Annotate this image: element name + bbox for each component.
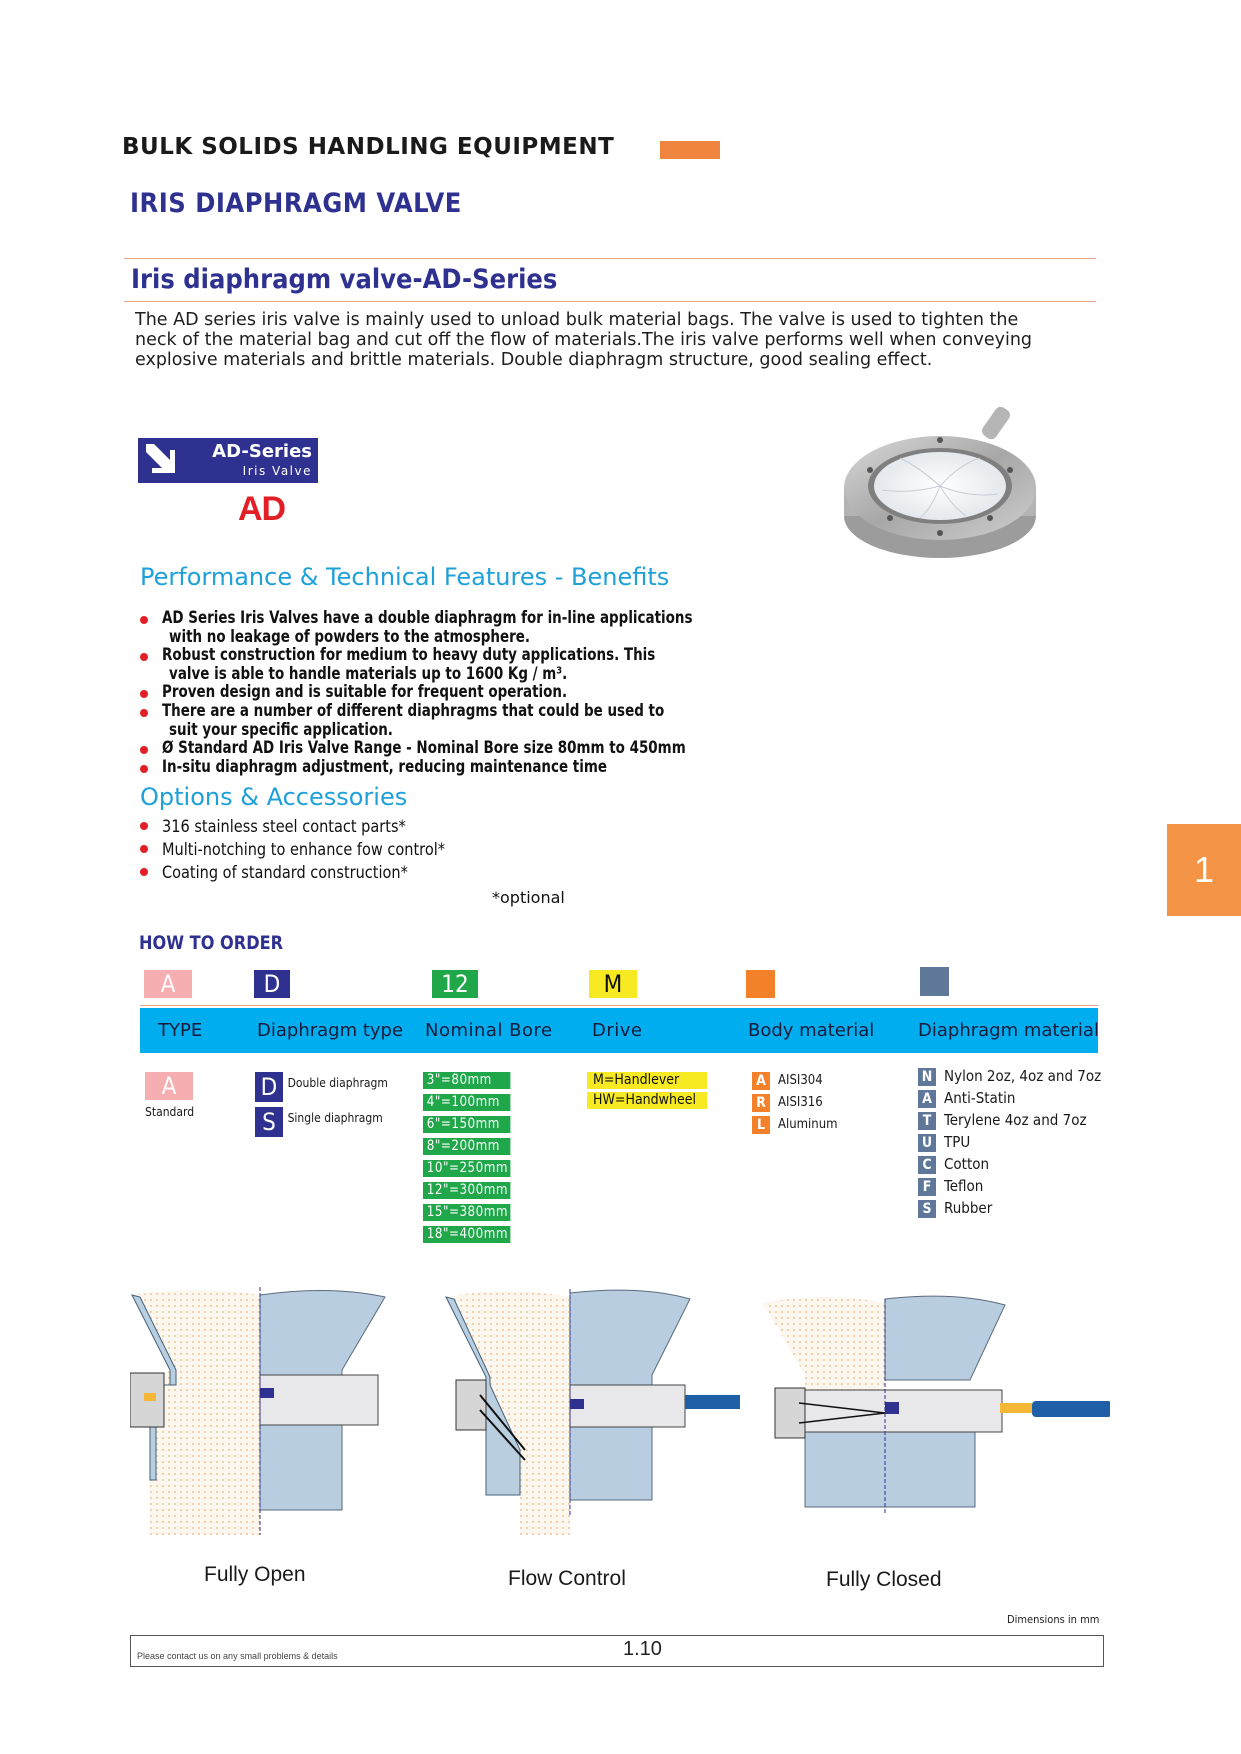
bullet-icon: [140, 746, 148, 754]
bullet-icon: [140, 709, 148, 717]
diaphragm-type-option: D $^{Double diaphragm}$: [255, 1072, 388, 1102]
features-title: Performance & Technical Features - Benefits: [140, 563, 670, 591]
bullet-icon: [140, 822, 148, 830]
example-code-type: A: [144, 970, 192, 998]
category-header: BULK SOLIDS HANDLING EQUIPMENT: [122, 134, 615, 160]
example-code-bore: 12: [432, 970, 478, 998]
bore-option: 4"=100mm: [423, 1094, 510, 1111]
options-list: [136, 815, 636, 884]
footer-note: Please contact us on any small problems & details: [137, 1651, 338, 1661]
column-body-material: Body material: [748, 1020, 875, 1041]
bullet-icon: [140, 765, 148, 773]
iris-valve-photo: [840, 398, 1050, 563]
divider: [124, 301, 1096, 302]
type-option: [145, 1072, 194, 1119]
bullet-icon: [140, 653, 148, 661]
body-material-options: [752, 1070, 838, 1136]
description-line: neck of the material bag and cut off the flow of materials.The iris valve performs well when conveying: [135, 330, 1033, 350]
example-code-diaphragm-type: D: [254, 970, 290, 998]
product-description: [135, 310, 1095, 370]
page-title: IRIS DIAPHRAGM VALVE: [130, 188, 462, 219]
drive-option: HW=Handwheel: [587, 1092, 707, 1109]
feature-item: Robust construction for medium to heavy duty applications. This valve is able to handle materials up to 1600 Kg / m³.: [136, 646, 756, 683]
bullet-icon: [140, 845, 148, 853]
dimensions-note: Dimensions in mm: [1007, 1613, 1100, 1626]
diaphragm-type-options: [255, 1072, 388, 1137]
diagram-fully-open: [130, 1285, 400, 1535]
divider: [124, 258, 1096, 259]
example-code-drive: M: [589, 970, 637, 998]
example-code-diaphragm-material: [920, 967, 949, 996]
diaphragm-material-option: A Anti-Statin: [918, 1087, 1101, 1109]
nominal-bore-options: [423, 1072, 515, 1248]
bore-option: 15"=380mm: [423, 1204, 510, 1221]
diagram-flow-control: [440, 1285, 740, 1535]
arrow-down-right-icon: [142, 440, 178, 476]
body-material-option: A AISI304: [752, 1070, 838, 1092]
diaphragm-material-option: U TPU: [918, 1131, 1101, 1153]
page-number: 1.10: [623, 1638, 662, 1660]
feature-item: In-situ diaphragm adjustment, reducing maintenance time: [136, 758, 756, 777]
type-label: Standard: [145, 1105, 195, 1119]
product-subtitle: Iris diaphragm valve-AD-Series: [131, 264, 558, 295]
type-code: A: [145, 1072, 193, 1100]
diagram-label: Fully Closed: [826, 1568, 942, 1591]
feature-item: Ø Standard AD Iris Valve Range - Nominal Bore size 80mm to 450mm: [136, 739, 756, 758]
option-item: 316 stainless steel contact parts*: [136, 815, 636, 838]
drive-options: [587, 1072, 707, 1112]
body-material-option: L Aluminum: [752, 1114, 838, 1136]
page-footer: [130, 1635, 1104, 1667]
diagram-label: Flow Control: [508, 1567, 626, 1590]
body-material-option: R AISI316: [752, 1092, 838, 1114]
feature-item: AD Series Iris Valves have a double diaphragm for in-line applications with no leakage of powders to the atmosphere.: [136, 609, 756, 646]
divider: [140, 1005, 1098, 1006]
bullet-icon: [140, 616, 148, 624]
how-to-order-title: HOW TO ORDER: [139, 932, 284, 954]
diagram-label: Fully Open: [204, 1563, 306, 1586]
badge-subtitle: Iris Valve: [242, 464, 312, 478]
bore-option: 12"=300mm: [423, 1182, 510, 1199]
optional-footnote: *optional: [492, 888, 565, 907]
option-item: Coating of standard construction*: [136, 861, 636, 884]
column-nominal-bore: Nominal Bore: [425, 1020, 553, 1041]
order-table-header: [140, 1008, 1098, 1053]
bullet-icon: [140, 868, 148, 876]
diagram-fully-closed: [755, 1285, 1110, 1515]
bore-option: 18"=400mm: [423, 1226, 510, 1243]
diaphragm-material-option: S Rubber: [918, 1197, 1101, 1219]
bore-option: 3"=80mm: [423, 1072, 510, 1089]
chapter-tab[interactable]: 1: [1167, 824, 1241, 916]
diaphragm-type-option: S $^{Single diaphragm}$: [255, 1107, 388, 1137]
feature-item: Proven design and is suitable for frequent operation.: [136, 683, 756, 702]
header-accent-bar: [660, 141, 720, 159]
features-list: [136, 609, 756, 776]
diaphragm-material-options: [918, 1065, 1101, 1219]
column-diaphragm-material: Diaphragm material: [918, 1020, 1099, 1041]
description-line: The AD series iris valve is mainly used to unload bulk material bags. The valve is used to tighten the: [135, 310, 1019, 330]
drive-option: M=Handlever: [587, 1072, 707, 1089]
diaphragm-material-option: C Cotton: [918, 1153, 1101, 1175]
bore-option: 10"=250mm: [423, 1160, 510, 1177]
bullet-icon: [140, 690, 148, 698]
diaphragm-material-option: F Teflon: [918, 1175, 1101, 1197]
column-drive: Drive: [592, 1020, 643, 1041]
diaphragm-material-option: T Terylene 4oz and 7oz: [918, 1109, 1101, 1131]
bore-option: 6"=150mm: [423, 1116, 510, 1133]
description-line: explosive materials and brittle materials. Double diaphragm structure, good sealing effect.: [135, 350, 933, 370]
column-diaphragm-type: Diaphragm type: [257, 1020, 404, 1041]
feature-item: There are a number of different diaphragms that could be used to suit your specific application.: [136, 702, 756, 739]
column-type: TYPE: [158, 1020, 203, 1041]
diaphragm-material-option: N Nylon 2oz, 4oz and 7oz: [918, 1065, 1101, 1087]
example-code-body-material: [746, 970, 775, 998]
bore-option: 8"=200mm: [423, 1138, 510, 1155]
option-item: Multi-notching to enhance fow control*: [136, 838, 636, 861]
badge-title: AD-Series: [212, 441, 312, 462]
ad-logo: AD: [238, 490, 286, 528]
series-badge: [138, 438, 318, 483]
options-title: Options & Accessories: [140, 783, 408, 811]
